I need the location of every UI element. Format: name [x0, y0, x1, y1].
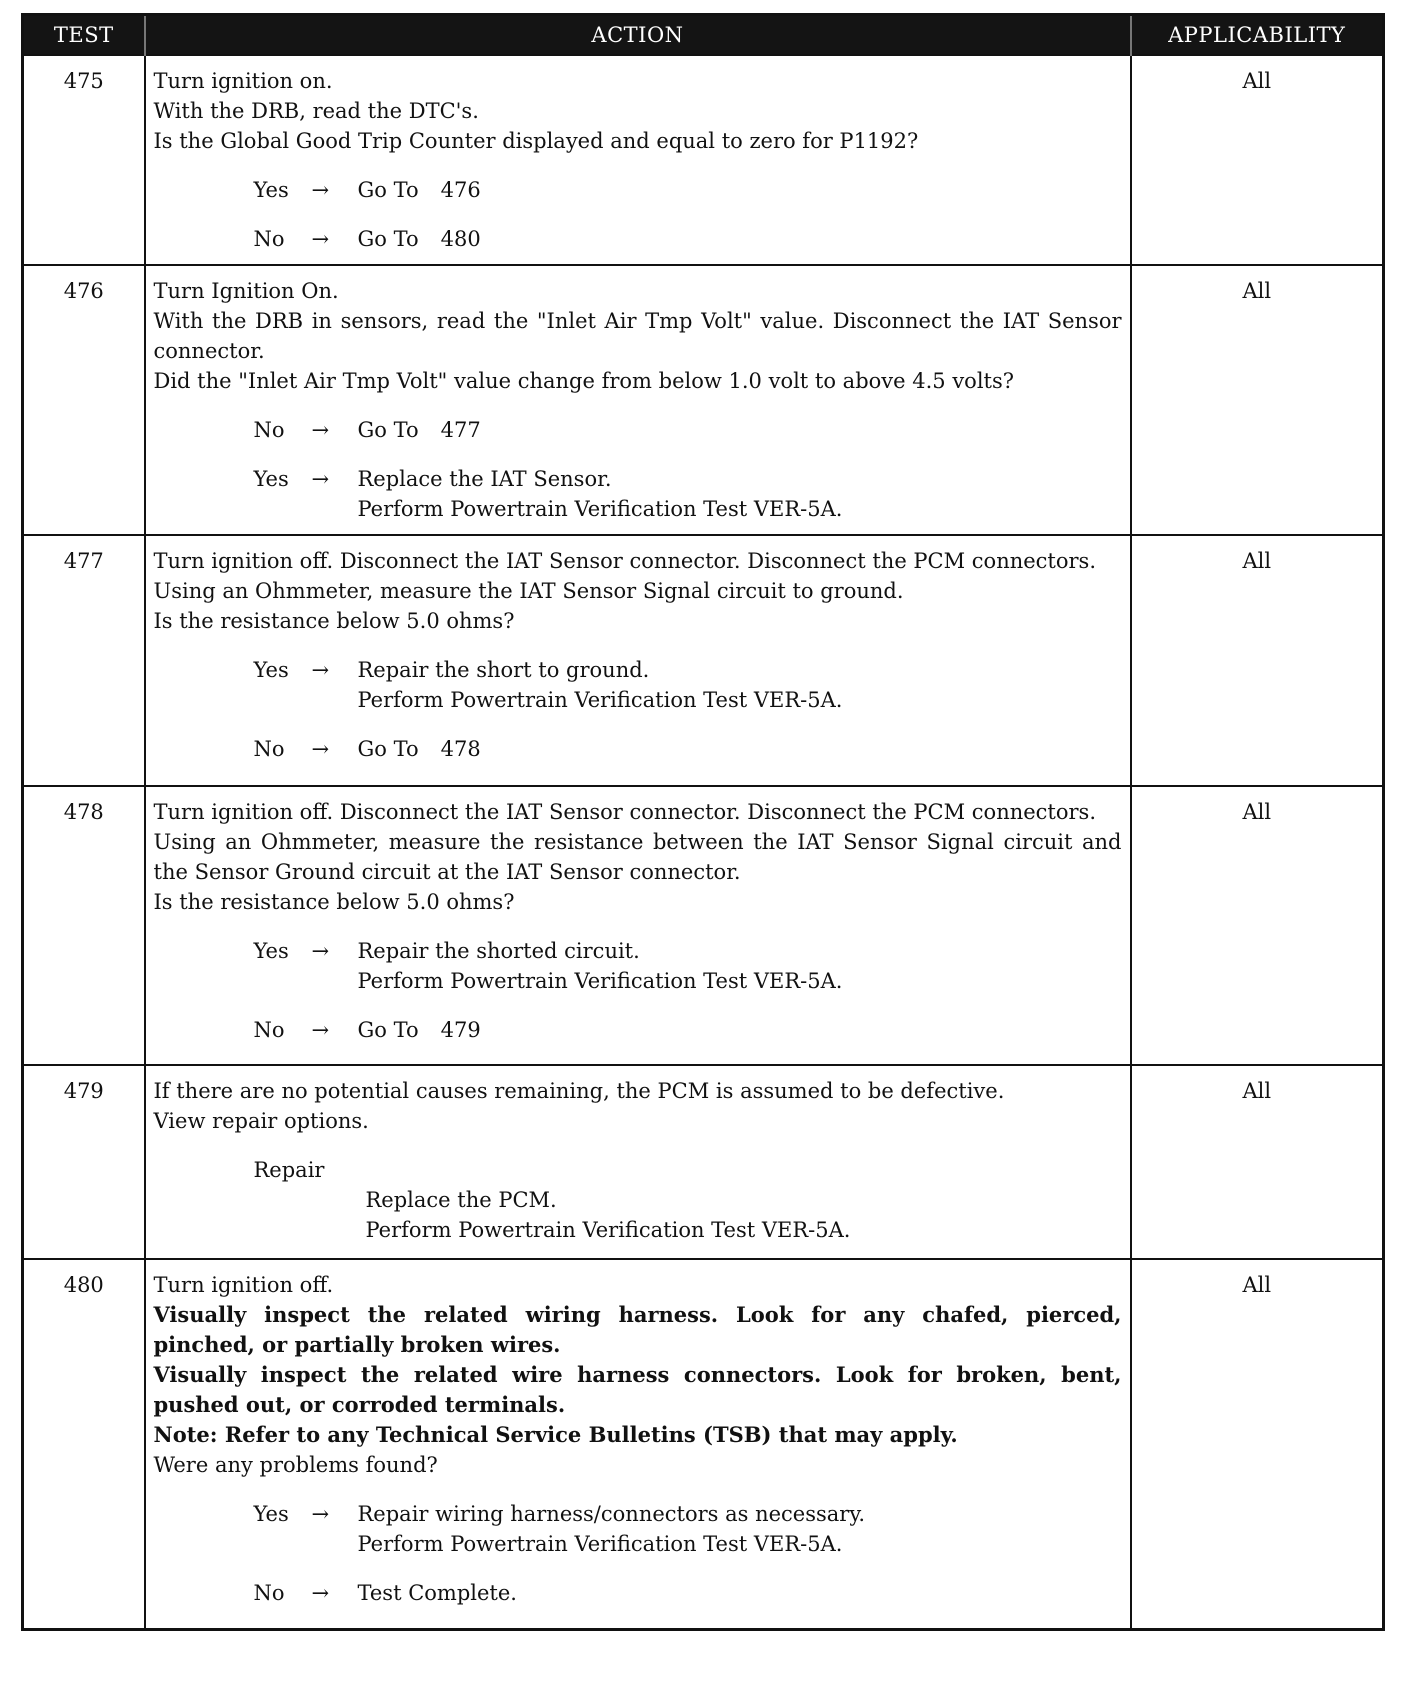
- header-action: ACTION: [145, 15, 1131, 56]
- test-row-480: [23, 1259, 1384, 1629]
- applicability-cell: All: [1131, 535, 1384, 786]
- arrow-icon: →: [311, 737, 330, 761]
- branch-yes: [154, 464, 1122, 524]
- branch-yes: [154, 175, 1122, 205]
- action-line: Turn ignition on.: [153, 69, 333, 93]
- applicability-cell: All: [1131, 55, 1384, 265]
- action-line: Is the Global Good Trip Counter displayed and equal to zero for P1192?: [153, 129, 919, 153]
- branch-result: [358, 464, 843, 524]
- result-line: Perform Powertrain Verification Test VER-5A.: [357, 969, 843, 993]
- arrow-icon: →: [311, 939, 330, 963]
- branch-yes: [154, 936, 1122, 996]
- diagnostic-test-table: [21, 13, 1382, 1631]
- branch-yes: [154, 655, 1122, 715]
- goto-target: 477: [440, 418, 481, 442]
- header-test: TEST: [23, 15, 145, 56]
- test-number: 475: [23, 55, 145, 265]
- arrow-icon: →: [311, 178, 330, 202]
- action-line: Is the resistance below 5.0 ohms?: [153, 609, 515, 633]
- result-line: Repair the short to ground.: [357, 658, 650, 682]
- answer-label: No: [253, 737, 285, 761]
- branch-result: [358, 1499, 866, 1559]
- action-line: With the DRB in sensors, read the "Inlet Air Tmp Volt" value. Disconnect the IAT Sensor connector.: [153, 309, 1122, 363]
- test-row-476: [23, 265, 1384, 535]
- action-cell: [145, 55, 1131, 265]
- header-applicability: APPLICABILITY: [1131, 15, 1384, 56]
- test-row-479: [23, 1065, 1384, 1259]
- test-row-478: [23, 786, 1384, 1065]
- test-row-477: [23, 535, 1384, 786]
- action-line: Were any problems found?: [153, 1453, 438, 1477]
- action-cell: [145, 265, 1131, 535]
- action-line: With the DRB, read the DTC's.: [153, 99, 479, 123]
- answer-label: Yes: [253, 178, 289, 202]
- action-cell: [145, 1259, 1131, 1629]
- result-line: Replace the IAT Sensor.: [357, 467, 612, 491]
- branch-no: [154, 1578, 1122, 1608]
- action-line: Using an Ohmmeter, measure the IAT Sensor Signal circuit to ground.: [153, 579, 904, 603]
- answer-label: Yes: [253, 658, 289, 682]
- result-line: Repair the shorted circuit.: [357, 939, 640, 963]
- branch-no: [154, 734, 1122, 764]
- branch-yes: [154, 1499, 1122, 1559]
- answer-label: No: [253, 418, 285, 442]
- result-line: Perform Powertrain Verification Test VER-5A.: [357, 688, 843, 712]
- answer-label: Yes: [253, 1502, 289, 1526]
- arrow-icon: →: [311, 418, 330, 442]
- test-number: 477: [23, 535, 145, 786]
- note-line: Note: Refer to any Technical Service Bulletins (TSB) that may apply.: [153, 1422, 958, 1447]
- action-line: Did the "Inlet Air Tmp Volt" value change from below 1.0 volt to above 4.5 volts?: [153, 369, 1015, 393]
- test-number: 479: [23, 1065, 145, 1259]
- action-cell: [145, 535, 1131, 786]
- repair-line: Replace the PCM.: [365, 1188, 557, 1212]
- arrow-icon: →: [311, 658, 330, 682]
- action-line: Turn ignition off.: [153, 1273, 334, 1297]
- test-row-475: [23, 55, 1384, 265]
- goto-target: 480: [440, 227, 481, 251]
- applicability-cell: All: [1131, 786, 1384, 1065]
- test-number: 480: [23, 1259, 145, 1629]
- answer-label: No: [253, 227, 285, 251]
- action-cell: [145, 1065, 1131, 1259]
- branch-no: [154, 1015, 1122, 1045]
- action-line: View repair options.: [153, 1109, 369, 1133]
- arrow-icon: →: [311, 1502, 330, 1526]
- result-line: Perform Powertrain Verification Test VER-5A.: [357, 497, 843, 521]
- action-line: Using an Ohmmeter, measure the resistance between the IAT Sensor Signal circuit and the Sensor Ground circuit at the IAT Sensor connector.: [153, 830, 1122, 884]
- action-line: Turn Ignition On.: [153, 279, 339, 303]
- branch-result: [358, 936, 843, 996]
- action-line: Turn ignition off. Disconnect the IAT Sensor connector. Disconnect the PCM connectors.: [153, 800, 1097, 824]
- test-number: 478: [23, 786, 145, 1065]
- goto-label: Go To: [357, 227, 419, 251]
- goto-label: Go To: [357, 737, 419, 761]
- goto-label: Go To: [357, 418, 419, 442]
- goto-target: 479: [440, 1018, 481, 1042]
- answer-label: Yes: [253, 467, 289, 491]
- test-table: [21, 13, 1385, 1631]
- goto-label: Go To: [357, 1018, 419, 1042]
- result-line: Perform Powertrain Verification Test VER-5A.: [357, 1532, 843, 1556]
- answer-label: Yes: [253, 939, 289, 963]
- answer-label: No: [253, 1581, 285, 1605]
- applicability-cell: All: [1131, 265, 1384, 535]
- arrow-icon: →: [311, 467, 330, 491]
- branch-result: Test Complete.: [357, 1581, 517, 1605]
- repair-line: Perform Powertrain Verification Test VER-5A.: [365, 1218, 851, 1242]
- repair-label: Repair: [253, 1158, 325, 1182]
- applicability-cell: All: [1131, 1259, 1384, 1629]
- goto-target: 478: [440, 737, 481, 761]
- goto-target: 476: [440, 178, 481, 202]
- arrow-icon: →: [311, 1581, 330, 1605]
- action-line: Is the resistance below 5.0 ohms?: [153, 890, 515, 914]
- arrow-icon: →: [311, 227, 330, 251]
- action-cell: [145, 786, 1131, 1065]
- goto-label: Go To: [357, 178, 419, 202]
- answer-label: No: [253, 1018, 285, 1042]
- action-line: Visually inspect the related wiring harness. Look for any chafed, pierced, pinched, or partially broken wires.: [153, 1302, 1122, 1357]
- test-number: 476: [23, 265, 145, 535]
- branch-no: [154, 224, 1122, 254]
- action-line: Turn ignition off. Disconnect the IAT Sensor connector. Disconnect the PCM connectors.: [153, 549, 1097, 573]
- branch-no: [154, 415, 1122, 445]
- action-line: If there are no potential causes remaining, the PCM is assumed to be defective.: [153, 1079, 1005, 1103]
- branch-result: [358, 655, 843, 715]
- action-line: Visually inspect the related wire harness connectors. Look for broken, bent, pushed out, or corroded terminals.: [153, 1362, 1122, 1417]
- header-row: [23, 15, 1384, 56]
- applicability-cell: All: [1131, 1065, 1384, 1259]
- result-line: Repair wiring harness/connectors as necessary.: [357, 1502, 866, 1526]
- arrow-icon: →: [311, 1018, 330, 1042]
